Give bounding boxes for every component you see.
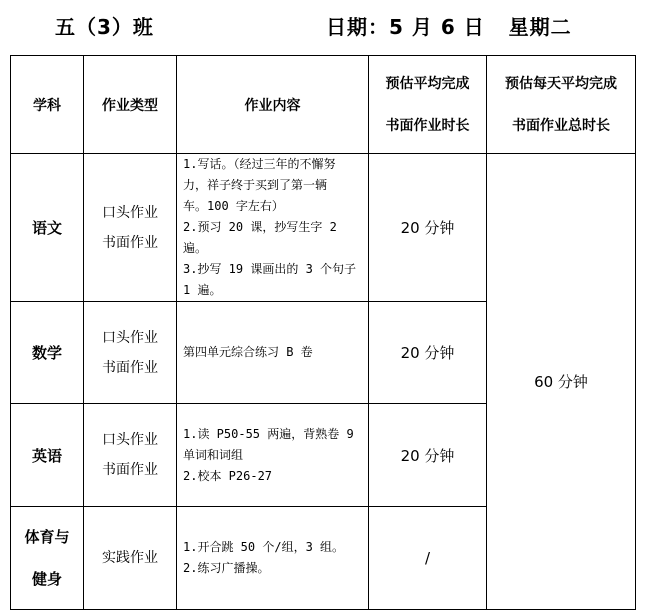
content-cell [177,404,369,507]
content-line: 第四单元综合练习 B 卷 [183,345,313,359]
type-cell [84,404,177,507]
homework-table [10,55,636,610]
col-header-avg-duration-line2: 书面作业时长 [385,117,470,134]
content-line: 3.抄写 19 课画出的 3 个句子 [183,262,357,276]
col-header-total-duration [487,56,636,154]
type-item: 口头作业 [102,329,158,346]
type-item: 书面作业 [102,359,158,376]
content-cell [177,302,369,404]
duration-cell: 20 分钟 [369,154,487,302]
class-name: 五（3）班 [55,15,154,39]
type-item: 实践作业 [102,550,158,566]
type-item: 书面作业 [102,234,158,251]
content-line: 1 遍。 [183,283,222,297]
duration-cell: / [369,507,487,610]
content-line: 车。100 字左右） [183,199,284,213]
col-header-total-duration-line1: 预估每天平均完成 [505,75,617,92]
date-line [326,11,572,40]
col-header-avg-duration [369,56,487,154]
duration-cell: 20 分钟 [369,404,487,507]
weekday: 星期二 [508,15,572,39]
content-cell [177,507,369,610]
subject-cell: 语文 [11,154,84,302]
subject-cell: 英语 [11,404,84,507]
duration-cell: 20 分钟 [369,302,487,404]
subject-cell: 数学 [11,302,84,404]
type-item: 口头作业 [102,204,158,221]
col-header-content: 作业内容 [177,56,369,154]
type-item: 口头作业 [102,432,158,448]
content-cell [177,154,369,302]
type-cell [84,507,177,610]
col-header-total-duration-line2: 书面作业总时长 [512,117,610,134]
content-line: 2.预习 20 课，抄写生字 2 遍。 [183,220,337,255]
col-header-type: 作业类型 [84,56,177,154]
type-cell [84,154,177,302]
content-line: 2.练习广播操。 [183,561,270,575]
col-header-subject: 学科 [11,56,84,154]
type-cell [84,302,177,404]
content-line: 1.开合跳 50 个/组，3 组。 [183,540,345,554]
content-line: 力，祥子终于买到了第一辆 [183,178,328,192]
subject-cell [11,507,84,610]
content-line: 2.校本 P26-27 [183,468,273,483]
table-row [11,154,636,302]
subject-line: 健身 [31,570,62,588]
total-duration-cell: 60 分钟 [487,154,636,610]
col-header-avg-duration-line1: 预估平均完成 [385,75,470,92]
content-line: 单词和词组 [183,447,244,462]
date-label: 日期：5 月 6 日 [326,15,485,39]
page-header [0,0,646,50]
content-line: 1.写话。（经过三年的不懈努 [183,157,336,171]
content-line: 1.读 P50-55 两遍，背熟卷 9 [183,426,354,441]
table-header-row [11,56,636,154]
type-item: 书面作业 [102,462,158,478]
subject-line: 体育与 [24,528,70,546]
